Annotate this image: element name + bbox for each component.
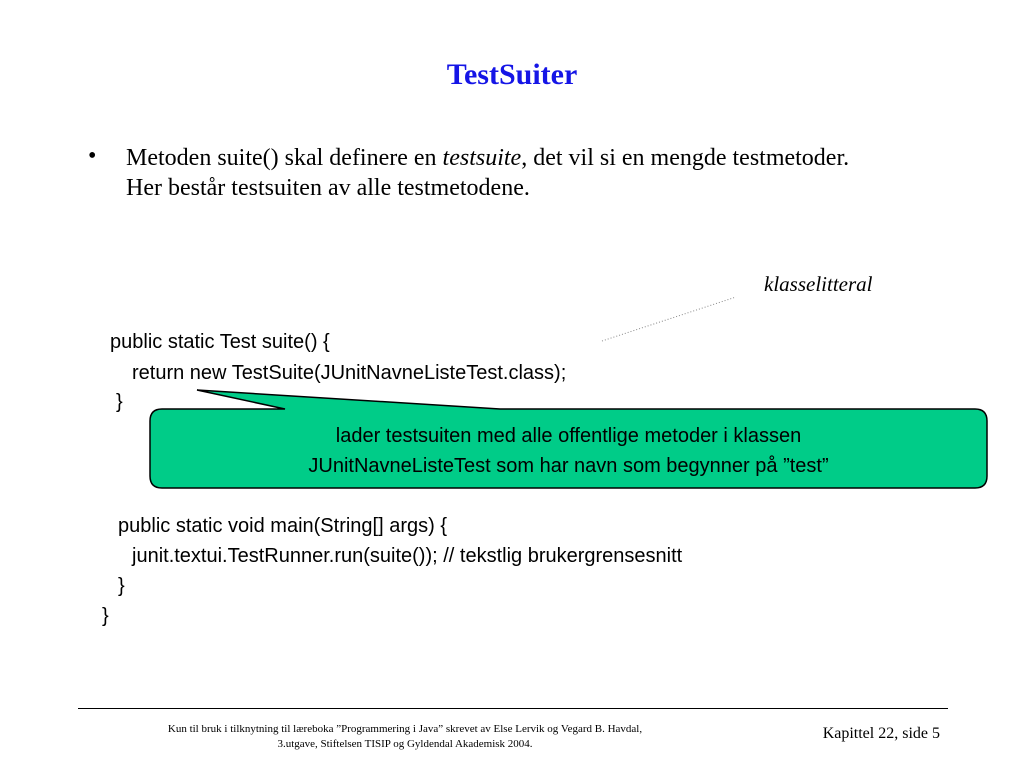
footer-credit [150, 722, 660, 752]
bullet-text-part1: Metoden suite() skal definere en [126, 145, 443, 171]
annotation-label: klasselitteral [764, 272, 873, 296]
footer-credit-line-1: Kun til bruk i tilknytning til læreboka ”Programmering i Java” skrevet av Else Lervik og Vegard B. Havdal, [167, 723, 643, 735]
footer-credit-line-2: 3.utgave, Stiftelsen TISIP og Gyldendal Akademisk 2004. [277, 738, 533, 750]
bullet-marker: • [88, 143, 97, 169]
code-line: return new TestSuite(JUnitNavneListeTest.class); [132, 362, 567, 384]
code-line: public static Test suite() { [110, 331, 330, 353]
bullet-text-part2: , det vil si en mengde testmetoder. Her består testsuiten av alle testmetodene. [126, 145, 850, 201]
footer-divider [78, 708, 948, 709]
code-line: } [118, 575, 125, 597]
callout-line-1: lader testsuiten med alle offentlige metoder i klassen [335, 425, 802, 447]
callout-line-2: JUnitNavneListeTest som har navn som begynner på ”test” [308, 455, 829, 477]
code-line: junit.textui.TestRunner.run(suite()); // tekstlig brukergrensesnitt [132, 545, 683, 567]
code-line: } [116, 391, 123, 413]
annotation-leader-line [602, 297, 736, 341]
page-label: Kapittel 22, side 5 [822, 725, 940, 742]
callout-text [150, 421, 987, 481]
slide-title: TestSuiter [446, 58, 578, 91]
bullet-emphasis: testsuite [442, 145, 522, 171]
code-line: public static void main(String[] args) { [118, 515, 448, 537]
code-line: } [102, 605, 109, 627]
